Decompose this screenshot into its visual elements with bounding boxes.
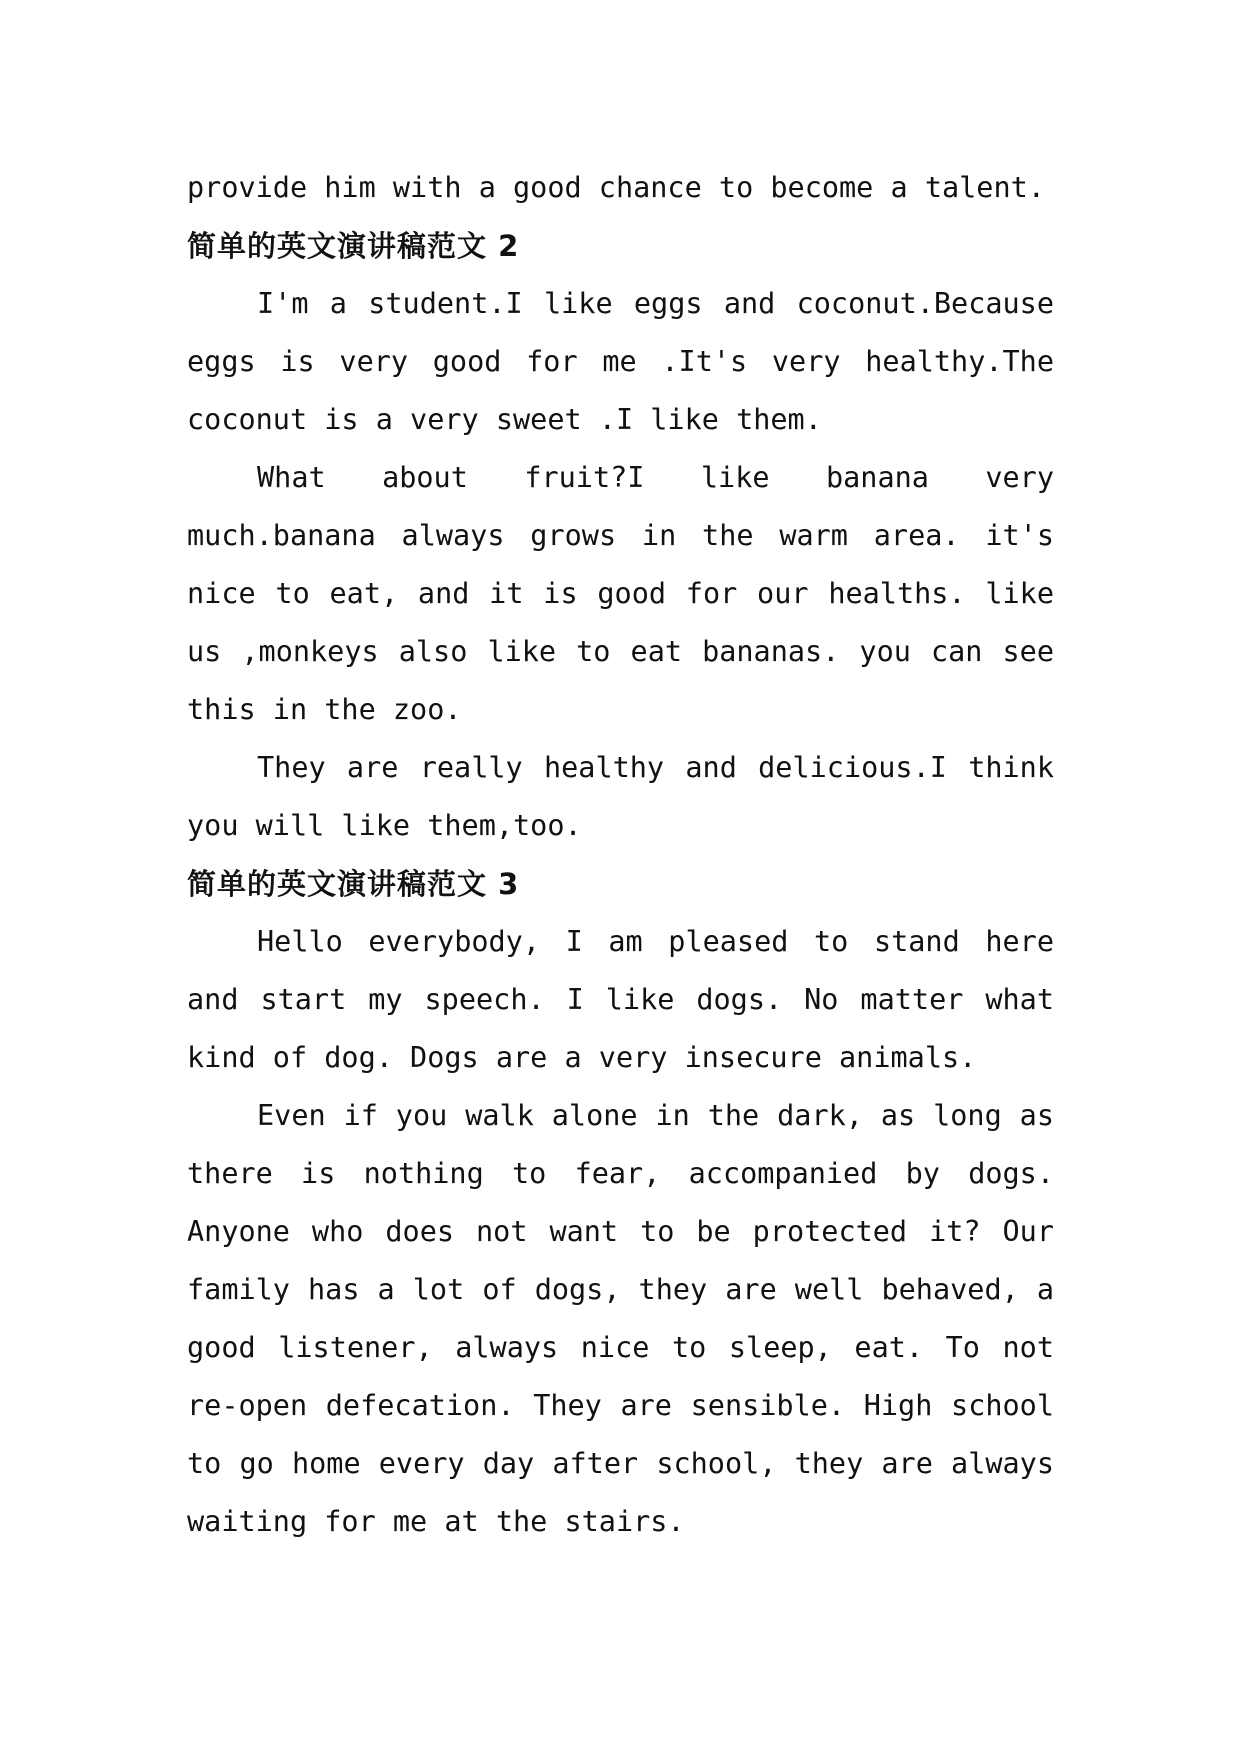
section-2-paragraph-1: I'm a student.I like eggs and coconut.Because eggs is very good for me .It's very healthy.The coconut is a very sweet .I like them. <box>187 287 1054 436</box>
section-2-heading: 简单的英文演讲稿范文 2 <box>187 229 520 263</box>
section-3-paragraph-1: Hello everybody, I am pleased to stand here and start my speech. I like dogs. No matter what kind of dog. Dogs are a very insecure animals. <box>187 925 1054 1074</box>
section-3-heading: 简单的英文演讲稿范文 3 <box>187 867 520 901</box>
carryover-line: provide him with a good chance to become a talent. <box>187 171 1045 204</box>
section-3-paragraph-2: Even if you walk alone in the dark, as long as there is nothing to fear, accompanied by dogs. Anyone who does not want to be protected it? Our family has a lot of dogs, they are well behaved, a good listener, always nice to sleep, eat. To not re-open defecation. They are sensible. High school to go home every day after school, they are always waiting for me at the stairs. <box>187 1099 1054 1538</box>
section-2-paragraph-3: They are really healthy and delicious.I think you will like them,too. <box>187 751 1054 842</box>
section-2-paragraph-2: What about fruit?I like banana very much.banana always grows in the warm area. it's nice to eat, and it is good for our healths. like us ,monkeys also like to eat bananas. you can see this in the zoo. <box>187 461 1054 726</box>
document-body <box>187 159 1054 1551</box>
